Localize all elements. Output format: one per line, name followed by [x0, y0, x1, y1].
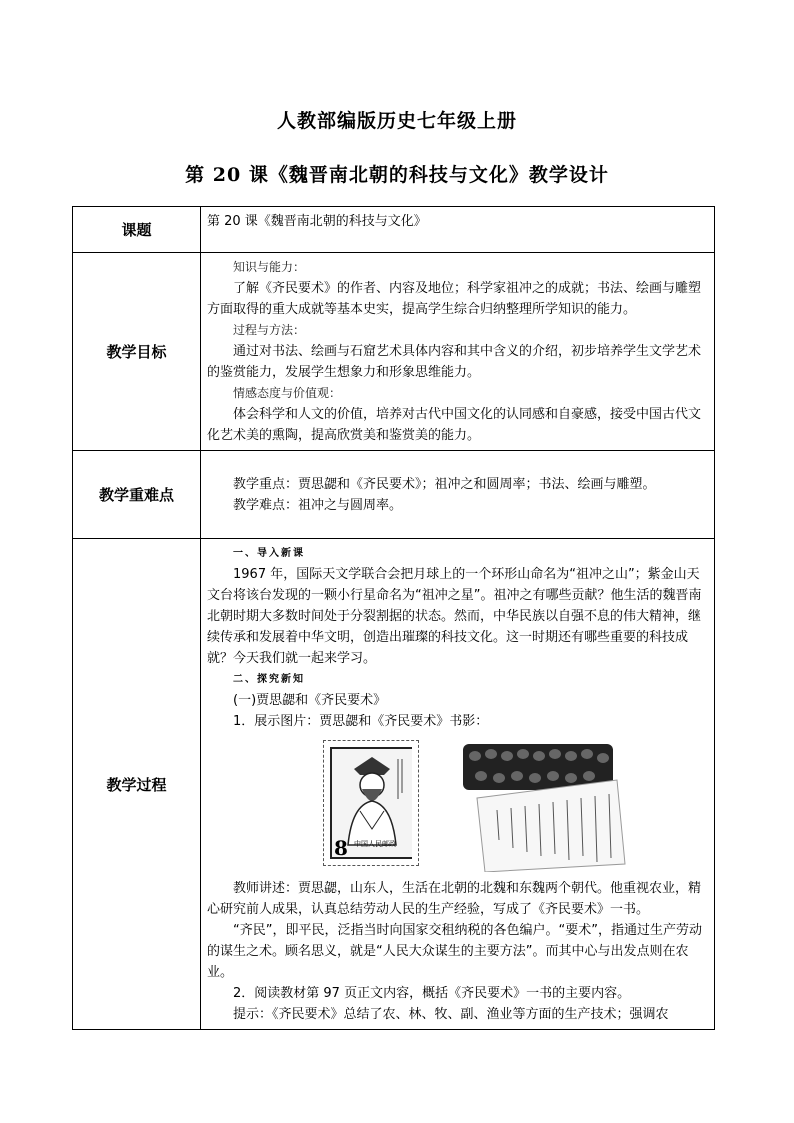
lesson-plan-table: [72, 206, 715, 1030]
step-show-images: 1．展示图片：贾思勰和《齐民要术》书影：: [233, 714, 489, 729]
goals-heading-knowledge: 知识与能力：: [233, 260, 306, 274]
section-intro-heading: 一、导入新课: [233, 548, 305, 559]
subsection-jia-sixie: (一)贾思勰和《齐民要术》: [233, 693, 387, 708]
topic-value: [201, 207, 715, 253]
goals-heading-process: 过程与方法：: [233, 323, 306, 337]
book-scrolls-image: [457, 736, 627, 872]
keypoints-content: [201, 451, 715, 539]
illustration-row: [207, 736, 708, 872]
hint-text: 提示：《齐民要术》总结了农、林、牧、副、渔业等方面的生产技术；强调农: [233, 1007, 669, 1022]
jia-sixie-stamp-image: [323, 740, 419, 866]
section-explore-heading: 二、探究新知: [233, 674, 305, 685]
goals-heading-attitude: 情感态度与价值观：: [233, 386, 342, 400]
topic-text: 第 20 课《魏晋南北朝的科技与文化》: [207, 214, 427, 229]
keypoints-focus: 教学重点：贾思勰和《齐民要术》；祖冲之和圆周率；书法、绘画与雕塑。: [233, 476, 656, 492]
scrolls-illustration-icon: [457, 736, 627, 872]
document-title: 人教部编版历史七年级上册: [276, 110, 517, 132]
stamp-issuer: 中国人民邮政: [354, 840, 396, 848]
intro-paragraph: 1967 年，国际天文学联合会把月球上的一个环形山命名为“祖冲之山”；紫金山天文台将该台发现的一颗小行星命名为“祖冲之星”。祖冲之有哪些贡献？他生活的魏晋南北朝时期大多数时间处于分裂割据的状态。然而，中华民族以自强不息的伟大精神，继续传承和发展着中华文明，创造出璀璨的科技文化。这一时期还有哪些重要的科技成就？今天我们就一起来学习。: [207, 567, 702, 666]
goals-row: [73, 253, 715, 451]
keypoints-label: 教学重难点: [73, 451, 201, 539]
teacher-narration: 教师讲述：贾思勰，山东人，生活在北朝的北魏和东魏两个朝代。他重视农业，精心研究前人成果，认真总结劳动人民的生产经验，写成了《齐民要术》一书。: [207, 881, 702, 917]
topic-row: [73, 207, 715, 253]
topic-label: 课题: [73, 207, 201, 253]
document-subtitle: 第 20 课《魏晋南北朝的科技与文化》教学设计: [185, 164, 609, 186]
keypoints-row: [73, 451, 715, 539]
qimin-explanation: “齐民”，即平民，泛指当时向国家交租纳税的各色编户。“要术”，指通过生产劳动的谋生之术。顾名思义，就是“人民大众谋生的主要方法”。而其中心与出发点则在农业。: [207, 923, 702, 980]
keypoints-difficulty: 教学难点：祖冲之与圆周率。: [233, 497, 403, 513]
process-label: 教学过程: [73, 539, 201, 1030]
process-content: [201, 539, 715, 1030]
goals-text-knowledge: 了解《齐民要术》的作者、内容及地位；科学家祖冲之的成就；书法、绘画与雕塑方面取得的重大成就等基本史实，提高学生综合归纳整理所学知识的能力。: [207, 281, 702, 317]
goals-content: [201, 253, 715, 451]
goals-label: 教学目标: [73, 253, 201, 451]
process-row: [73, 539, 715, 1030]
reading-task: 2．阅读教材第 97 页正文内容，概括《齐民要术》一书的主要内容。: [233, 986, 631, 1001]
goals-text-process: 通过对书法、绘画与石窟艺术具体内容和其中含义的介绍，初步培养学生文学艺术的鉴赏能力，发展学生想象力和形象思维能力。: [207, 344, 702, 380]
goals-text-attitude: 体会科学和人文的价值，培养对古代中国文化的认同感和自豪感，接受中国古代文化艺术美的熏陶，提高欣赏美和鉴赏美的能力。: [207, 407, 702, 443]
stamp-value: 8: [334, 836, 348, 860]
